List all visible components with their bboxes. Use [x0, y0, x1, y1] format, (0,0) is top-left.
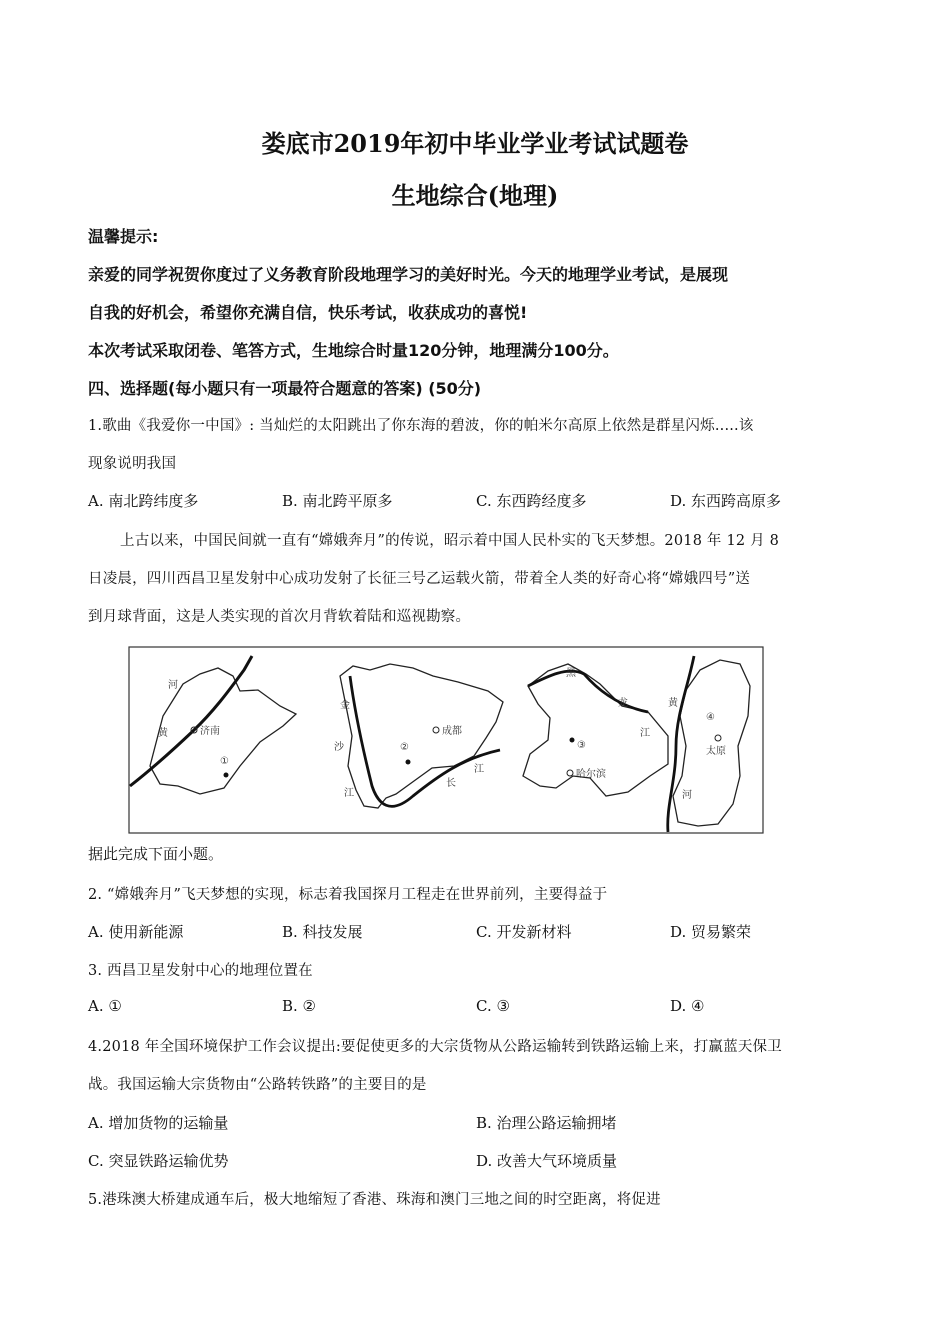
q4-line-2: 战。我国运输大宗货物由“公路转铁路”的主要目的是	[88, 1077, 427, 1093]
q3-option-a: A. ①	[88, 997, 122, 1015]
q1-option-b: B. 南北跨平原多	[282, 492, 393, 510]
label-jiang-1: 江	[344, 788, 354, 799]
notice-heading: 温馨提示:	[88, 227, 159, 246]
passage-line-2: 日凌晨，四川西昌卫星发射中心成功发射了长征三号乙运载火箭，带着全人类的好奇心将“嫦娥四号”送	[88, 571, 751, 587]
q2-stem: 2. “嫦娥奔月”飞天梦想的实现，标志着我国探月工程走在世界前列，主要得益于	[88, 887, 608, 903]
label-mark-4: ④	[706, 712, 715, 723]
notice-line-1: 亲爱的同学祝贺你度过了义务教育阶段地理学习的美好时光。今天的地理学业考试，是展现	[88, 265, 729, 284]
q2-option-a: A. 使用新能源	[88, 923, 184, 941]
map-instruction: 据此完成下面小题。	[88, 845, 224, 863]
label-chang: 长	[446, 778, 456, 789]
label-he-2: 河	[682, 790, 692, 801]
label-jin: 金	[340, 700, 350, 711]
q1-option-c: C. 东西跨经度多	[476, 492, 587, 510]
q2-option-b: B. 科技发展	[282, 923, 363, 941]
passage-line-3: 到月球背面，这是人类实现的首次月背软着陆和巡视勘察。	[88, 609, 471, 625]
label-jinan: 济南	[200, 726, 220, 737]
label-he-1: 河	[168, 680, 178, 691]
point-2	[406, 760, 411, 765]
q4-option-b: B. 治理公路运输拥堵	[476, 1114, 617, 1132]
label-chengdu: 成都	[442, 726, 462, 737]
q2-option-c: C. 开发新材料	[476, 923, 572, 941]
point-1	[224, 773, 229, 778]
label-sha: 沙	[334, 742, 344, 753]
exam-subtitle: 生地综合(地理)	[391, 181, 559, 210]
notice-line-3: 本次考试采取闭卷、笔答方式，生地综合时量120分钟，地理满分100分。	[88, 341, 619, 360]
label-jiang-3: 江	[640, 728, 650, 739]
label-hei: 黑	[566, 668, 576, 679]
label-long: 龙	[618, 698, 628, 709]
point-3	[570, 738, 575, 743]
q1-option-a: A. 南北跨纬度多	[88, 492, 199, 510]
label-jiang-2: 江	[474, 764, 484, 775]
q4-option-c: C. 突显铁路运输优势	[88, 1152, 229, 1170]
label-mark-2: ②	[400, 742, 409, 753]
q5-line-1: 5.港珠澳大桥建成通车后，极大地缩短了香港、珠海和澳门三地之间的时空距离，将促进	[88, 1192, 661, 1208]
q4-line-1: 4.2018 年全国环境保护工作会议提出:要促使更多的大宗货物从公路运输转到铁路运输上来，打赢蓝天保卫	[88, 1039, 782, 1055]
q2-option-d: D. 贸易繁荣	[670, 923, 752, 941]
q3-option-d: D. ④	[670, 997, 705, 1015]
q4-option-a: A. 增加货物的运输量	[88, 1114, 229, 1132]
label-mark-1: ①	[220, 756, 229, 767]
notice-line-2: 自我的好机会，希望你充满自信，快乐考试，收获成功的喜悦!	[88, 303, 528, 322]
section-heading: 四、选择题(每小题只有一项最符合题意的答案) (50分)	[88, 379, 482, 398]
province-map-svg	[128, 646, 764, 834]
label-harbin: 哈尔滨	[576, 769, 606, 780]
q3-option-c: C. ③	[476, 997, 510, 1015]
label-taiyuan: 太原	[706, 746, 726, 757]
q3-stem: 3. 西昌卫星发射中心的地理位置在	[88, 963, 313, 979]
q1-line-2: 现象说明我国	[88, 456, 177, 472]
q3-option-b: B. ②	[282, 997, 317, 1015]
q4-option-d: D. 改善大气环境质量	[476, 1152, 618, 1170]
q1-option-d: D. 东西跨高原多	[670, 492, 782, 510]
q1-line-1: 1.歌曲《我爱你一中国》: 当灿烂的太阳跳出了你东海的碧波，你的帕米尔高原上依然是群星闪烁.....该	[88, 418, 754, 434]
passage-line-1: 上古以来，中国民间就一直有“嫦娥奔月”的传说，昭示着中国人民朴实的飞天梦想。2018 年 12 月 8	[120, 533, 780, 549]
label-mark-3: ③	[577, 740, 586, 751]
exam-title: 娄底市2019年初中毕业学业考试试题卷	[261, 129, 689, 158]
label-huang-2: 黄	[668, 698, 678, 709]
label-huang-1: 黄	[158, 728, 168, 739]
province-map-figure	[128, 646, 764, 834]
